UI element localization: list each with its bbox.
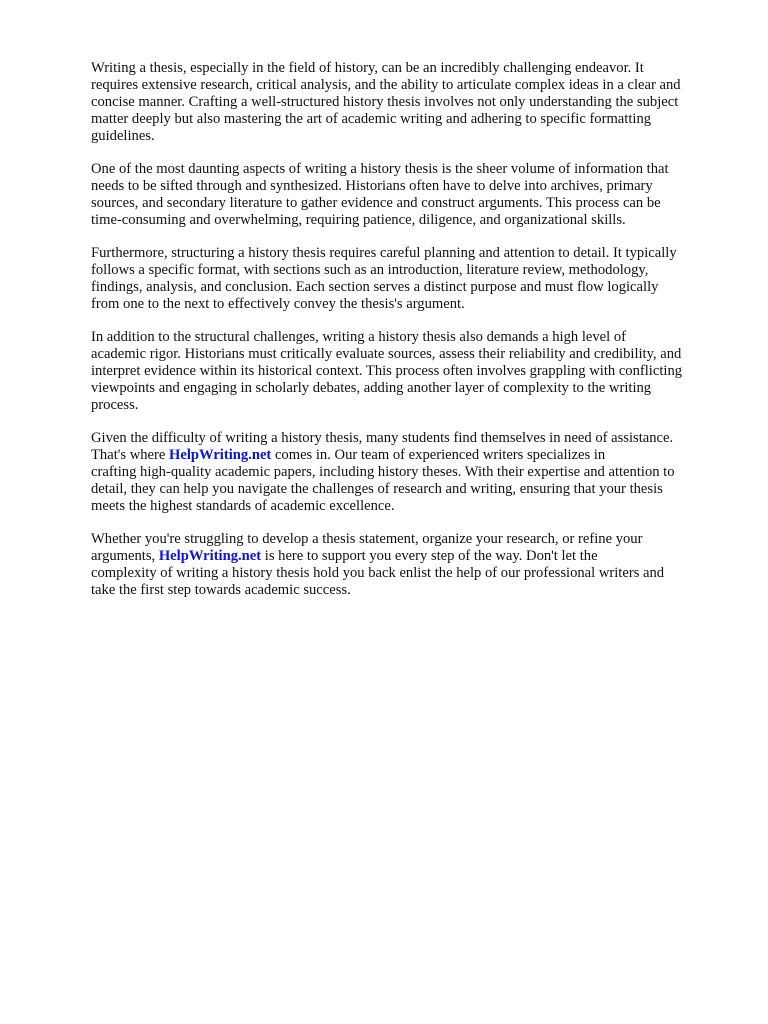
document-page <box>91 60 731 615</box>
paragraph-assistance-text-before: Given the difficulty of writing a history thesis, many students find themselves in need of assistance. That's where <box>91 430 674 463</box>
paragraph-rigor: In addition to the structural challenges, writing a history thesis also demands a high level of academic rigor. Historians must critically evaluate sources, assess their reliability and credibility, and interpret evidence within its historical context. This process often involves grappling with conflicting viewpoints and engaging in scholarly debates, adding another layer of complexity to the writing process. <box>91 329 683 413</box>
paragraph-support-text-before: Whether you're struggling to develop a thesis statement, organize your research, or refine your arguments, <box>91 531 643 564</box>
helpwriting-link[interactable]: HelpWriting.net <box>158 548 262 564</box>
paragraph-support <box>91 531 731 599</box>
paragraph-volume: One of the most daunting aspects of writing a history thesis is the sheer volume of information that needs to be sifted through and synthesized. Historians often have to delve into archives, primary sources, and secondary literature to gather evidence and construct arguments. This process can be time-consuming and overwhelming, requiring patience, diligence, and organizational skills. <box>91 161 669 228</box>
paragraph-assistance <box>91 430 731 515</box>
paragraph-support-text-after: is here to support you every step of the way. Don't let the complexity of writing a history thesis hold you back enlist the help of our professional writers and take the first step towards academic success. <box>91 548 665 598</box>
helpwriting-link[interactable]: HelpWriting.net <box>169 447 272 463</box>
paragraph-assistance-text-after: comes in. Our team of experienced writers specializes in crafting high-quality academic papers, including history theses. With their expertise and attention to detail, they can help you navigate the challenges of research and writing, ensuring that your thesis meets the highest standards of academic excellence. <box>91 447 675 514</box>
paragraph-structure: Furthermore, structuring a history thesis requires careful planning and attention to detail. It typically follows a specific format, with sections such as an introduction, literature review, methodology, findings, analysis, and conclusion. Each section serves a distinct purpose and must flow logically from one to the next to effectively convey the thesis's argument. <box>91 245 677 312</box>
paragraph-intro: Writing a thesis, especially in the field of history, can be an incredibly challenging endeavor. It requires extensive research, critical analysis, and the ability to articulate complex ideas in a clear and concise manner. Crafting a well-structured history thesis involves not only understanding the subject matter deeply but also mastering the art of academic writing and adhering to specific formatting guidelines. <box>91 60 681 144</box>
